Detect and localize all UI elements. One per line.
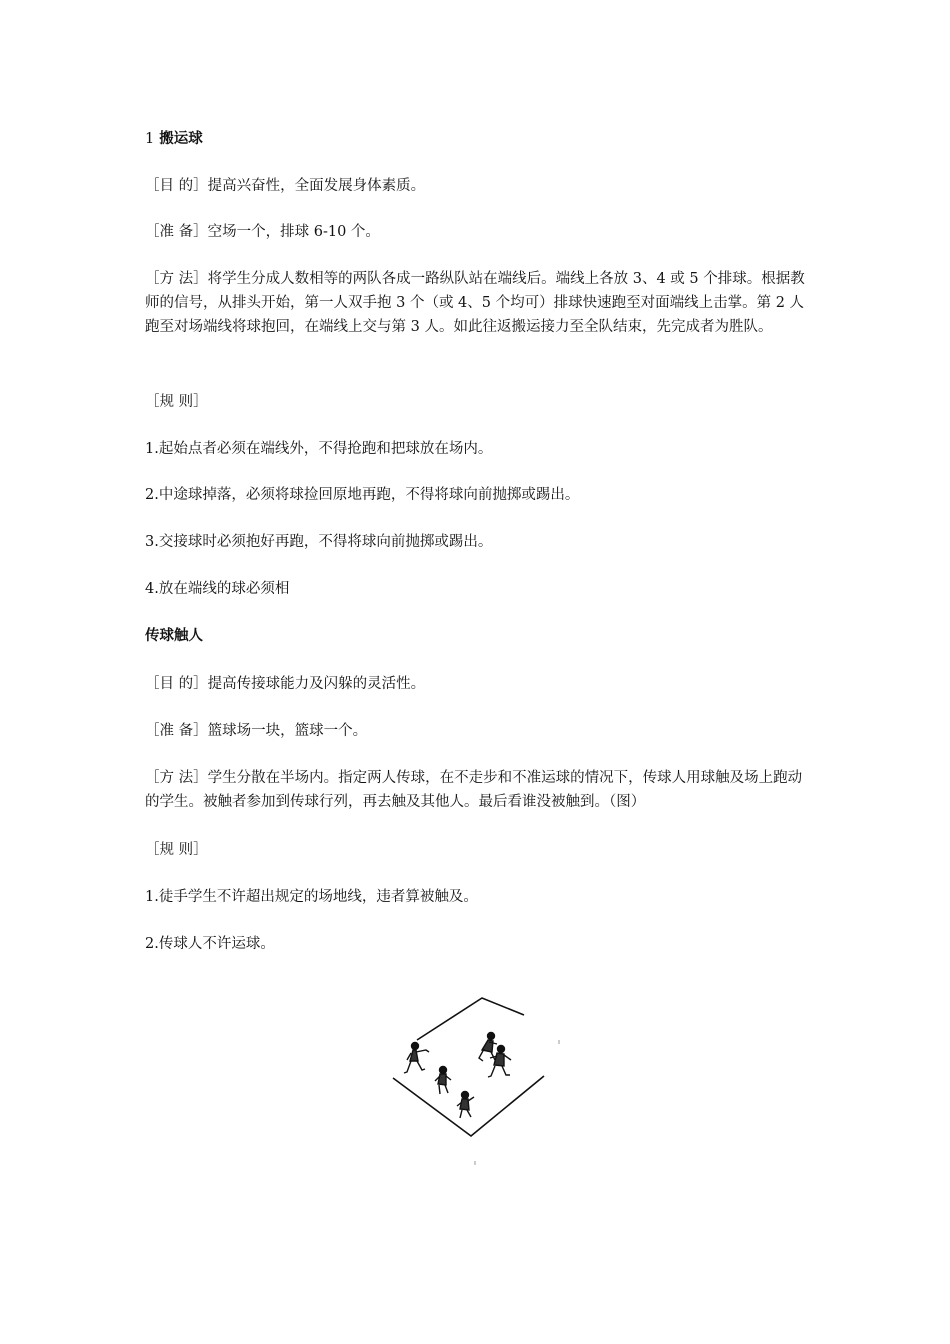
court-players-illustration [385, 978, 565, 1168]
section2-rule-2: 2.传球人不许运球。 [145, 936, 275, 952]
section1-number: 1 [145, 131, 155, 147]
section1-rule-3: 3.交接球时必须抱好再跑，不得将球向前抛掷或踢出。 [145, 534, 493, 550]
section2-title: 传球触人 [145, 628, 203, 644]
section1-rule-4: 4.放在端线的球必须相 [145, 581, 290, 597]
section1-title: 搬运球 [159, 131, 203, 147]
player-figure [404, 1043, 429, 1074]
section2-preparation: ［准 备］篮球场一块，篮球一个。 [145, 723, 368, 739]
section1-preparation: ［准 备］空场一个，排球 6-10 个。 [145, 224, 380, 240]
section1-rule-2: 2.中途球掉落，必须将球捡回原地再跑，不得将球向前抛掷或踢出。 [145, 487, 580, 503]
section1-method: ［方 法］将学生分成人数相等的两队各成一路纵队站在端线后。端线上各放 3、4 或 5 个排球。根据教师的信号，从排头开始，第一人双手抱 3 个（或 4、5 个均可）排球快速跑至对面端线上击掌。第 2 人跑至对场端线将球抱回，在端线上交与第 3 人。如此往返搬运接力至全队结束，先完成者为胜队。 [145, 271, 805, 335]
section1-heading [145, 127, 810, 151]
section1-purpose: ［目 的］提高兴奋性，全面发展身体素质。 [145, 178, 426, 194]
section2-rules-heading: ［规 则］ [145, 842, 208, 858]
section1-rules-heading: ［规 则］ [145, 394, 208, 410]
section2-method: ［方 法］学生分散在半场内。指定两人传球，在不走步和不准运球的情况下，传球人用球触及场上跑动的学生。被触者参加到传球行列，再去触及其他人。最后看谁没被触到。（图） [145, 770, 803, 810]
section1-rule-1: 1.起始点者必须在端线外，不得抢跑和把球放在场内。 [145, 441, 493, 457]
player-figure [435, 1067, 451, 1095]
court-players-icon [385, 978, 565, 1168]
section2-purpose: ［目 的］提高传接球能力及闪躲的灵活性。 [145, 676, 426, 692]
section2-rule-1: 1.徒手学生不许超出规定的场地线，违者算被触及。 [145, 889, 478, 905]
player-figure [457, 1092, 474, 1119]
